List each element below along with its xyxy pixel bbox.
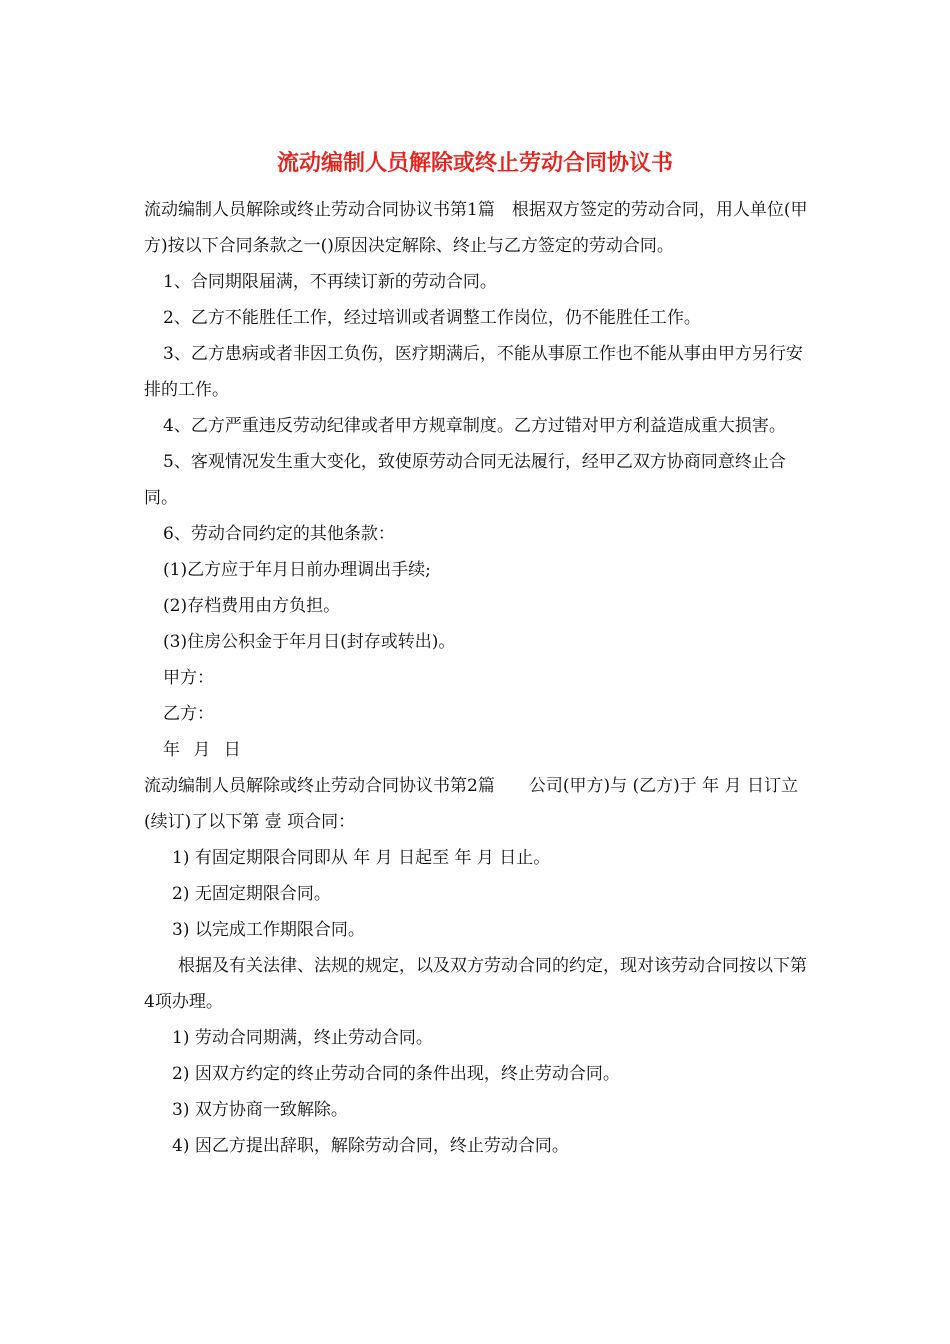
part1-item-3 (144, 336, 809, 408)
disposal-3: 3) 双方协商一致解除。 (172, 1100, 348, 1120)
disposal-4: 4) 因乙方提出辞职，解除劳动合同，终止劳动合同。 (172, 1136, 569, 1156)
signature-date: 年 月 日 (163, 740, 241, 760)
part1-item-2: 2、乙方不能胜任工作，经过培训或者调整工作岗位，仍不能胜任工作。 (163, 308, 701, 328)
part1-item-4 (144, 408, 809, 444)
party-a-label: 甲方： (163, 668, 214, 688)
party-b-label: 乙方： (163, 704, 214, 724)
disposal-1: 1) 劳动合同期满，终止劳动合同。 (172, 1028, 433, 1048)
part2-basis: 根据及有关法律、法规的规定，以及双方劳动合同的约定，现对该劳动合同按以下第4项办理。 (144, 956, 807, 1012)
part1-sub-2: (2)存档费用由方负担。 (163, 596, 341, 616)
contract-type-3: 3) 以完成工作期限合同。 (172, 920, 365, 940)
part1-item-4-text: 4、乙方严重违反劳动纪律或者甲方规章制度。乙方过错对甲方利益造成重大损害。 (163, 416, 786, 436)
document-title: 流动编制人员解除或终止劳动合同协议书 (276, 150, 673, 176)
part1-item-6: 6、劳动合同约定的其他条款： (163, 524, 395, 544)
part2-intro: 流动编制人员解除或终止劳动合同协议书第2篇 公司(甲方)与 (乙方)于 年 月 日订立(续订)了以下第 壹 项合同： (144, 776, 798, 832)
document-body (144, 192, 809, 1164)
part1-item-5 (144, 444, 809, 516)
contract-type-2: 2) 无固定期限合同。 (172, 884, 331, 904)
part1-item-3-text: 3、乙方患病或者非因工负伤，医疗期满后，不能从事原工作也不能从事由甲方另行安排的工作。 (144, 344, 803, 400)
part1-intro: 流动编制人员解除或终止劳动合同协议书第1篇 根据双方签定的劳动合同，用人单位(甲方)按以下合同条款之一()原因决定解除、终止与乙方签定的劳动合同。 (144, 200, 808, 256)
part1-sub-1: (1)乙方应于年月日前办理调出手续; (163, 560, 431, 580)
part1-sub-3: (3)住房公积金于年月日(封存或转出)。 (163, 632, 456, 652)
contract-type-1: 1) 有固定期限合同即从 年 月 日起至 年 月 日止。 (172, 848, 551, 868)
part1-item-5-text: 5、客观情况发生重大变化，致使原劳动合同无法履行，经甲乙双方协商同意终止合同。 (144, 452, 786, 508)
part1-item-1: 1、合同期限届满，不再续订新的劳动合同。 (163, 272, 497, 292)
disposal-2: 2) 因双方约定的终止劳动合同的条件出现，终止劳动合同。 (172, 1064, 620, 1084)
